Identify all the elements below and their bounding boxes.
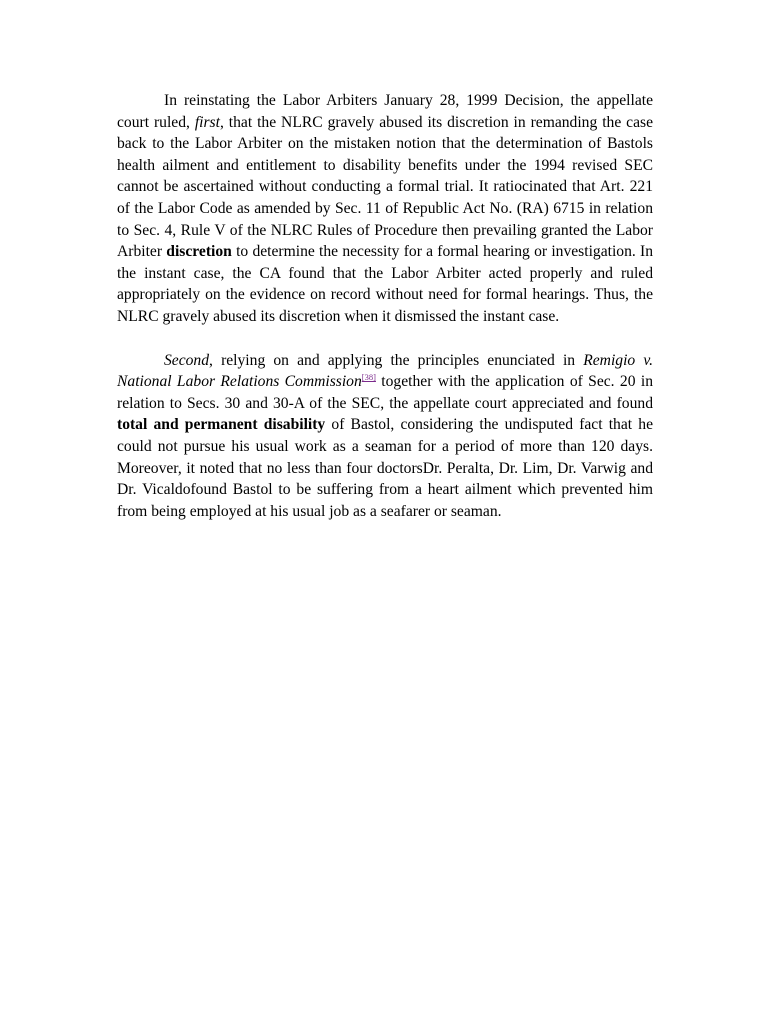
paragraph-1 (117, 90, 653, 328)
document-body (117, 90, 653, 522)
text-span: In reinstating the Labor Arbiters January 28, 1999 Decision, the appellate court ruled, (117, 92, 653, 131)
emphasis-first: first (194, 113, 220, 131)
bold-discretion: discretion (166, 243, 232, 261)
bold-total-permanent-disability: total and permanent disability (117, 416, 326, 434)
emphasis-second: Second (164, 351, 210, 369)
text-span: of Bastol, considering the undisputed fact that he could not pursue his usual work as a seaman for a period of more than 120 days. Moreover, it noted that no less than four doctorsDr. Peralta, Dr. Lim, Dr. Varwig and Dr. Vicaldofound Bastol to be suffering from a heart ailment which prevented him from being employed at his usual job as a seafarer or seaman. (117, 416, 653, 520)
text-span: together with the application of Sec. 20 in relation to Secs. 30 and 30-A of the SEC, the appellate court appreciated and found (117, 373, 653, 412)
paragraph-2 (117, 350, 653, 523)
text-span: , that the NLRC gravely abused its discretion in remanding the case back to the Labor Arbiter on the mistaken notion that the determination of Bastols health ailment and entitlement to disability benefits under the 1994 revised SEC cannot be ascertained without conducting a formal trial. It ratiocinated that Art. 221 of the Labor Code as amended by Sec. 11 of Republic Act No. (RA) 6715 in relation to Sec. 4, Rule V of the NLRC Rules of Procedure then prevailing granted the Labor Arbiter (117, 113, 653, 261)
case-citation: Remigio v. National Labor Relations Commission (117, 351, 654, 391)
text-span: to determine the necessity for a formal hearing or investigation. In the instant case, the CA found that the Labor Arbiter acted properly and ruled appropriately on the evidence on record without need for formal hearings. Thus, the NLRC gravely abused its discretion when it dismissed the instant case. (117, 243, 653, 325)
text-span: , relying on and applying the principles enunciated in (209, 351, 584, 369)
footnote-link-38[interactable]: [38] (361, 372, 376, 383)
